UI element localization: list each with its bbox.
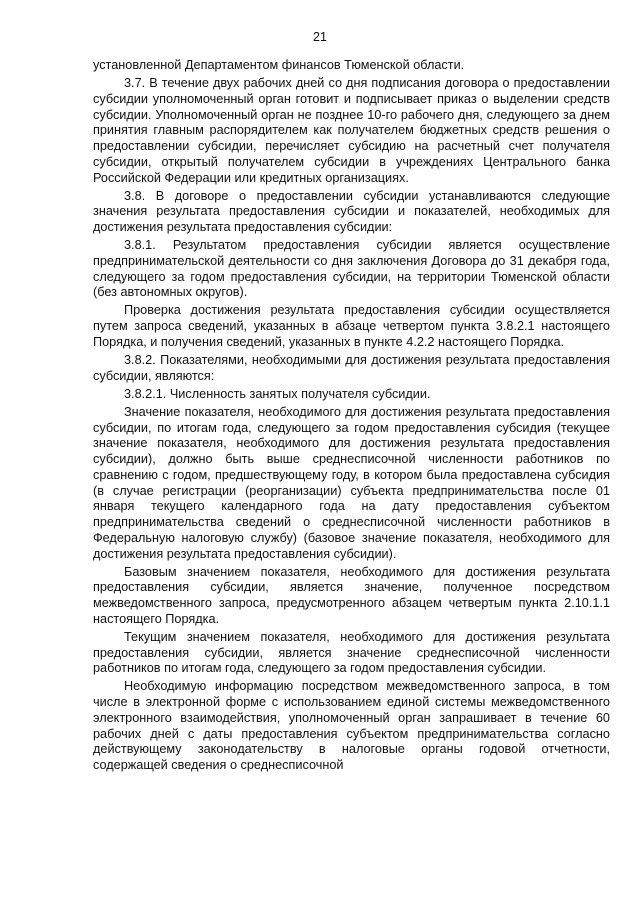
- paragraph-3-7: 3.7. В течение двух рабочих дней со дня подписания договора о предоставлении субсидии уполномоченный орган готовит и подписывает приказ о выделении средств субсидии. Уполномоченный орган не позднее 10-го рабочего дня, следующего за днем принятия главным распорядителем как получателем бюджетных средств решения о предоставлении субсидии, перечисляет субсидию на расчетный счет получателя субсидии, открытый получателем субсидии в учреждениях Центрального банка Российской Федерации или кредитных организациях.: [93, 76, 610, 185]
- paragraph-interagency-request: Необходимую информацию посредством межведомственного запроса, в том числе в электронной форме с использованием единой системы межведомственного электронного взаимодействия, уполномоченный орган запрашивает в течение 60 рабочих дней с даты предоставления субъектом предпринимательства согласно действующему законодательству в налоговые органы годовой отчетности, содержащей сведения о среднесписочной: [93, 679, 610, 773]
- paragraph-3-8: 3.8. В договоре о предоставлении субсидии устанавливаются следующие значения результата предоставления субсидии и показателей, необходимых для достижения результата предоставления субсидии:: [93, 188, 610, 235]
- paragraph-indicator-value: Значение показателя, необходимого для достижения результата предоставления субсидии, по итогам года, следующего за годом предоставления субсидия (текущее значение показателя, необходимого для достижения результата предоставления субсидии), должно быть выше среднесписочной численности работников по сравнению с годом, предшествующему году, в котором была предоставлена субсидия (в случае регистрации (реорганизации) субъекта предпринимательства после 01 января текущего календарного года на дату предоставления субъектом предпринимательства сведений о среднесписочной численности работников в Федеральную налоговую службу) (базовое значение показателя, необходимого для достижения результата предоставления субсидии).: [93, 404, 610, 561]
- paragraph-current-value: Текущим значением показателя, необходимого для достижения результата предоставления субсидии, является значение среднесписочной численности работников по итогам года, следующего за годом предоставления субсидии.: [93, 629, 610, 676]
- page-number: 21: [313, 30, 327, 44]
- document-body: [93, 58, 610, 776]
- paragraph-continuation: установленной Департаментом финансов Тюменской области.: [93, 58, 465, 72]
- paragraph-verification: Проверка достижения результата предоставления субсидии осуществляется путем запроса сведений, указанных в абзаце четвертом пункта 3.8.2.1 настоящего Порядка, и получения сведений, указанных в пункте 4.2.2 настоящего Порядка.: [93, 303, 610, 349]
- paragraph-base-value: Базовым значением показателя, необходимого для достижения результата предоставления субсидии, является значение, полученное посредством межведомственного запроса, предусмотренного абзацем четвертым пункта 2.10.1.1 настоящего Порядка.: [93, 564, 610, 626]
- paragraph-3-8-2: 3.8.2. Показателями, необходимыми для достижения результата предоставления субсидии, являются:: [93, 352, 610, 383]
- paragraph-3-8-1: 3.8.1. Результатом предоставления субсидии является осуществление предпринимательской деятельности со дня заключения Договора до 31 декабря года, следующего за годом предоставления субсидии, на территории Тюменской области (без автономных округов).: [93, 238, 610, 300]
- paragraph-3-8-2-1: 3.8.2.1. Численность занятых получателя субсидии.: [124, 386, 431, 401]
